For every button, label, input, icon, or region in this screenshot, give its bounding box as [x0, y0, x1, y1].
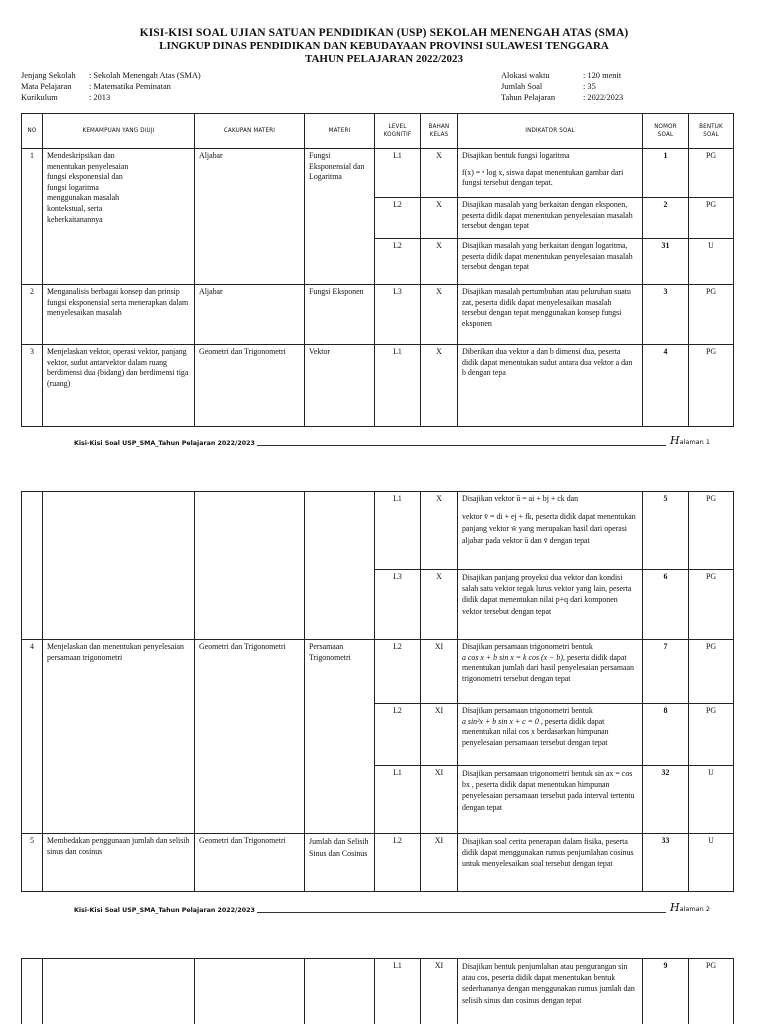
meta-left	[21, 70, 201, 104]
meta-right	[501, 70, 623, 104]
cell-cakupan: Geometri dan Trigonometri	[195, 640, 305, 834]
cell-kelas: XI	[421, 766, 458, 834]
cell-cakupan: Aljabar	[195, 149, 305, 285]
cell-materi: Vektor	[305, 345, 375, 427]
page-number	[670, 434, 710, 447]
cell-level: L2	[375, 198, 421, 239]
footer-label: Kisi-Kisi Soal USP_SMA_Tahun Pelajaran 2022/2023	[74, 440, 255, 447]
cell-nomor: 7	[643, 640, 689, 704]
cell-kelas: X	[421, 345, 458, 427]
cell-nomor: 6	[643, 570, 689, 640]
cell-cakupan: Geometri dan Trigonometri	[195, 834, 305, 892]
cell-bentuk: U	[689, 239, 734, 285]
document-year: TAHUN PELAJARAN 2022/2023	[304, 53, 464, 65]
indikator-text: Disajikan vektor ū = ai + bj + ck dan	[462, 494, 579, 503]
cell-no: 1	[22, 149, 43, 285]
table-row	[22, 492, 734, 570]
cell-bentuk: U	[689, 834, 734, 892]
page-number	[670, 901, 710, 914]
meta-row	[21, 92, 201, 103]
cell-bentuk: PG	[689, 570, 734, 640]
cell-indikator: Disajikan panjang proyeksi dua vektor dan kondisi salah satu vektor tegak lurus vektor yang lain, peserta didik dapat menentukan nilai p+q dari komponen vektor tersebut dengan tepat	[458, 570, 643, 640]
cell-level: L2	[375, 640, 421, 704]
meta-key: Jumlah Soal	[501, 82, 543, 92]
footer-label: Kisi-Kisi Soal USP_SMA_Tahun Pelajaran 2022/2023	[74, 907, 255, 914]
meta-value: : Sekolah Menengah Atas (SMA)	[89, 71, 201, 80]
meta-key: Alokasi waktu	[501, 71, 550, 80]
indikator-text: Disajikan bentuk fungsi logaritma	[462, 151, 570, 160]
cell-nomor: 9	[643, 959, 689, 1024]
table-row	[22, 149, 734, 198]
cell-no: 3	[22, 345, 43, 427]
cell-kelas: XI	[421, 834, 458, 892]
table-row	[22, 285, 734, 345]
cell-indikator: Diberikan dua vektor a dan b dimensi dua, peserta didik dapat menentukan sudut antara dua vektor a dan b dengan tepa	[458, 345, 643, 427]
document-title: KISI-KISI SOAL UJIAN SATUAN PENDIDIKAN (USP) SEKOLAH MENENGAH ATAS (SMA)	[139, 27, 629, 39]
indikator-formula: a cos x + b sin x = k cos (x − b)	[462, 652, 563, 662]
cell-level: L1	[375, 345, 421, 427]
cell-bentuk: PG	[689, 704, 734, 766]
meta-value: : 35	[583, 82, 596, 92]
page-number-text: alaman 1	[679, 438, 710, 446]
page-footer-1	[74, 434, 710, 447]
cell-level: L3	[375, 285, 421, 345]
meta-value: : 2022/2023	[583, 93, 624, 103]
meta-row	[501, 92, 623, 103]
cell-kelas: X	[421, 198, 458, 239]
cell-kemampuan: Menganalisis berbagai konsep dan prinsip fungsi eksponensial serta menerapkan dalam menyelesaikan masalah	[43, 285, 195, 345]
meta-key: Tahun Pelajaran	[501, 93, 556, 103]
cell-nomor: 5	[643, 492, 689, 570]
cell-indikator: Disajikan masalah yang berkaitan dengan logaritma, peserta didik dapat menentukan penyelesaian masalah tersebut dengan tepat	[458, 239, 643, 285]
footer-rule	[257, 445, 666, 446]
cell-materi	[305, 492, 375, 640]
cell-nomor: 1	[643, 149, 689, 198]
cell-indikator: Disajikan bentuk penjumlahan atau pengurangan sin atau cos, peserta didik dapat menentukan bentuk sederhananya dengan menggunakan rumus jumlah dan selisih sinus dan cosinus dengan tepat	[458, 959, 643, 1024]
cell-bentuk: PG	[689, 640, 734, 704]
cell-kelas: XI	[421, 959, 458, 1024]
cell-kemampuan	[43, 149, 195, 285]
col-header-no: NO	[22, 114, 43, 149]
cell-bentuk: PG	[689, 149, 734, 198]
meta-row	[21, 70, 201, 81]
meta-value: : Matematika Peminatan	[89, 82, 171, 92]
cell-level: L2	[375, 239, 421, 285]
table-row	[22, 640, 734, 704]
cell-nomor: 8	[643, 704, 689, 766]
cell-indikator	[458, 640, 643, 704]
cell-bentuk: PG	[689, 198, 734, 239]
cell-materi: Fungsi Eksponen	[305, 285, 375, 345]
table-row	[22, 345, 734, 427]
cell-level: L1	[375, 766, 421, 834]
cell-nomor: 31	[643, 239, 689, 285]
cell-indikator: Disajikan masalah pertumbuhan atau peluruhan suatu zat, peserta didik dapat menyelesaikan masalah tersebut dengan tepat menggunakan konsep fungsi eksponen	[458, 285, 643, 345]
cell-nomor: 4	[643, 345, 689, 427]
cell-level: L2	[375, 704, 421, 766]
cell-bentuk: PG	[689, 345, 734, 427]
cell-kelas: XI	[421, 704, 458, 766]
cell-kemampuan	[43, 959, 195, 1024]
indikator-text-cont: , peserta didik dapat menentukan nilai cos x berdasarkan himpunan penyelesaian persamaan tersebut dengan tepat	[462, 716, 609, 747]
footer-rule	[257, 912, 666, 913]
cell-cakupan: Aljabar	[195, 285, 305, 345]
cell-no: 2	[22, 285, 43, 345]
cell-indikator	[458, 149, 643, 198]
cell-level: L3	[375, 570, 421, 640]
meta-value: : 2013	[89, 93, 111, 103]
materi-text: Jumlah dan Selisih Sinus dan Cosinus	[309, 837, 369, 858]
cell-level: L1	[375, 492, 421, 570]
col-header-bentuk: BENTUK SOAL	[689, 114, 734, 149]
cell-indikator: Disajikan persamaan trigonometri bentuk sin ax = cos bx , peserta didik dapat menentukan himpunan penyelesaian persamaan tersebut pada interval tertentu dengan tepat	[458, 766, 643, 834]
meta-key: Jenjang Sekolah	[21, 71, 76, 80]
cell-indikator: Disajikan masalah yang berkaitan dengan eksponen, peserta didik dapat menentukan penyelesaian masalah tersebut dengan tepat	[458, 198, 643, 239]
cell-kemampuan: Menjelaskan vektor, operasi vektor, panjang vektor, sudut antarvektor dalam ruang berdimensi dua (bidang) dan berdimensi tiga (ruang)	[43, 345, 195, 427]
cell-bentuk: PG	[689, 959, 734, 1024]
meta-key: Mata Pelajaran	[21, 82, 72, 92]
cell-cakupan	[195, 492, 305, 640]
col-header-kemampuan: KEMAMPUAN YANG DIUJI	[43, 114, 195, 149]
kisi-table-page-2	[21, 491, 734, 892]
cell-nomor: 2	[643, 198, 689, 239]
cell-no	[22, 492, 43, 640]
col-header-cakupan: CAKUPAN MATERI	[195, 114, 305, 149]
meta-value: : 120 menit	[583, 71, 622, 80]
cell-materi: Fungsi Eksponensial dan Logaritma	[305, 149, 375, 285]
table-row	[22, 959, 734, 1024]
table-row	[22, 834, 734, 892]
cell-nomor: 33	[643, 834, 689, 892]
cell-kelas: X	[421, 149, 458, 198]
cell-no	[22, 959, 43, 1024]
cell-kelas: XI	[421, 640, 458, 704]
cell-cakupan	[195, 959, 305, 1024]
meta-key: Kurikulum	[21, 93, 58, 103]
cell-kemampuan: Membedakan penggunaan jumlah dan selisih sinus dan cosinus	[43, 834, 195, 892]
kisi-table-page-1	[21, 113, 734, 427]
cell-nomor: 32	[643, 766, 689, 834]
page-number-initial: H	[669, 434, 680, 447]
cell-cakupan: Geometri dan Trigonometri	[195, 345, 305, 427]
kisi-table-page-3	[21, 958, 734, 1024]
cell-kemampuan	[43, 492, 195, 640]
page-number-initial: H	[669, 901, 680, 914]
cell-level: L1	[375, 959, 421, 1024]
cell-no: 4	[22, 640, 43, 834]
indikator-text-cont: , peserta didik dapat menentukan jumlah dari hasil penyelesaian persamaan trigonometri tersebut dengan tepat	[462, 652, 634, 683]
cell-kelas: X	[421, 492, 458, 570]
cell-level: L1	[375, 149, 421, 198]
col-header-materi: MATERI	[305, 114, 375, 149]
meta-row	[21, 81, 201, 92]
kemampuan-text: Mendeskripsikan dan menentukan penyelesaian fungsi eksponensial dan fungsi logaritma menggunakan masalah kontekstual, serta keberkaitanannya	[47, 151, 129, 224]
col-header-indikator: INDIKATOR SOAL	[458, 114, 643, 149]
indikator-formula-text: f(x) = ᵃ log x, siswa dapat menentukan gambar dari fungsi tersebut dengan tepat.	[462, 167, 624, 188]
cell-kemampuan: Menjelaskan dan menentukan penyelesaian persamaan trigonometri	[43, 640, 195, 834]
cell-bentuk: PG	[689, 285, 734, 345]
cell-kelas: X	[421, 570, 458, 640]
indikator-formula: a sin²x + b sin x + c = 0	[462, 716, 539, 726]
cell-level: L2	[375, 834, 421, 892]
cell-indikator	[458, 492, 643, 570]
col-header-level: LEVEL KOGNITIF	[375, 114, 421, 149]
cell-kelas: X	[421, 285, 458, 345]
document-subtitle: LINGKUP DINAS PENDIDIKAN DAN KEBUDAYAAN PROVINSI SULAWESI TENGGARA	[159, 40, 609, 52]
cell-materi: Persamaan Trigonometri	[305, 640, 375, 834]
cell-indikator	[458, 704, 643, 766]
page-footer-2	[74, 901, 710, 914]
col-header-nomor: NOMOR SOAL	[643, 114, 689, 149]
col-header-bahan: BAHAN KELAS	[421, 114, 458, 149]
indikator-text-cont: vektor v̄ = di + ej + fk, peserta didik dapat menentukan panjang vektor w̄ yang merupakan hasil dari operasi aljabar pada vektor ū dan v̄ dengan tepat	[462, 511, 636, 545]
cell-bentuk: PG	[689, 492, 734, 570]
cell-materi	[305, 834, 375, 892]
cell-bentuk: U	[689, 766, 734, 834]
meta-row	[501, 81, 623, 92]
cell-no: 5	[22, 834, 43, 892]
indikator-text: Disajikan persamaan trigonometri bentuk	[462, 642, 593, 651]
cell-nomor: 3	[643, 285, 689, 345]
indikator-text: Disajikan persamaan trigonometri bentuk	[462, 706, 593, 715]
cell-indikator: Disajikan soal cerita penerapan dalam fisika, peserta didik dapat menggunakan rumus penjumlahan cosinus untuk menyelesaikan soal tersebut dengan tepat	[458, 834, 643, 892]
meta-row	[501, 70, 623, 81]
table-header-row	[22, 114, 734, 149]
cell-kelas: X	[421, 239, 458, 285]
cell-materi	[305, 959, 375, 1024]
page-number-text: alaman 2	[679, 905, 710, 913]
